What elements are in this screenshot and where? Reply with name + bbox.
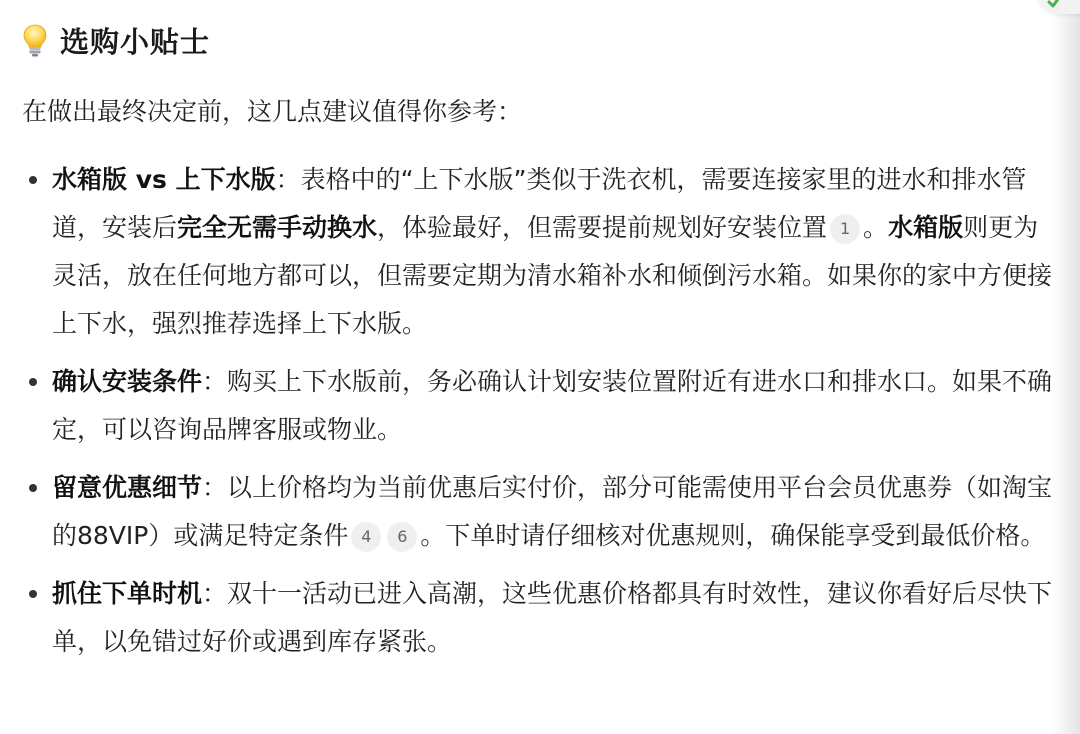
page-title: 选购小贴士 <box>60 24 211 59</box>
list-item-order-timing <box>22 570 1058 666</box>
citation-badge[interactable]: 6 <box>387 522 417 552</box>
tip-text: ：购买上下水版前，务必确认计划安装位置附近有进水口和排水口。如果不确定，可以咨询品牌客服或物业。 <box>52 367 1053 444</box>
tip-text: 则更为灵活，放在任何地方都可以，但需要定期为清水箱补水和倾倒污水箱。如果你的家中方便接上下水，强烈推荐选择上下水版。 <box>52 213 1053 338</box>
intro-text: 在做出最终决定前，这几点建议值得你参考： <box>22 97 523 126</box>
tip-title: 抓住下单时机 <box>52 579 203 608</box>
tip-text: 。 <box>863 213 889 242</box>
citation-badge[interactable]: 1 <box>830 214 860 244</box>
list-item-discount-details <box>22 464 1058 560</box>
tip-emphasis: 水箱版 <box>888 213 964 242</box>
scroll-edge-shadow <box>1052 0 1080 734</box>
section-heading <box>22 12 1058 68</box>
tip-title: 留意优惠细节 <box>52 473 203 502</box>
bullet-dot <box>29 590 37 598</box>
bullet-dot <box>29 484 37 492</box>
citation-badge[interactable]: 4 <box>351 522 381 552</box>
bullet-dot <box>29 378 37 386</box>
tip-text: ：表格中的“上下水版”类似于洗衣机，需要连接家里的进水和排水管道，安装后 <box>52 165 1027 242</box>
tips-list <box>22 156 1058 666</box>
tip-text: ：以上价格均为当前优惠后实付价，部分可能需使用平台会员优惠券（如淘宝的88VIP）或满足特定条件 <box>52 473 1053 550</box>
tip-emphasis: 完全无需手动换水 <box>177 213 378 242</box>
tip-text: ，体验最好，但需要提前规划好安装位置 <box>377 213 828 242</box>
bullet-dot <box>29 176 37 184</box>
list-item-tank-vs-plumbed <box>22 156 1058 348</box>
lightbulb-icon <box>22 23 48 57</box>
tip-title: 确认安装条件 <box>52 367 203 396</box>
tips-section <box>22 12 1058 676</box>
list-item-install-conditions <box>22 358 1058 454</box>
tip-text: 。下单时请仔细核对优惠规则，确保能享受到最低价格。 <box>420 521 1046 550</box>
check-icon <box>1046 0 1064 10</box>
tip-text: ：双十一活动已进入高潮，这些优惠价格都具有时效性，建议你看好后尽快下单，以免错过好价或遇到库存紧张。 <box>52 579 1053 656</box>
tip-title: 水箱版 vs 上下水版 <box>52 165 276 194</box>
